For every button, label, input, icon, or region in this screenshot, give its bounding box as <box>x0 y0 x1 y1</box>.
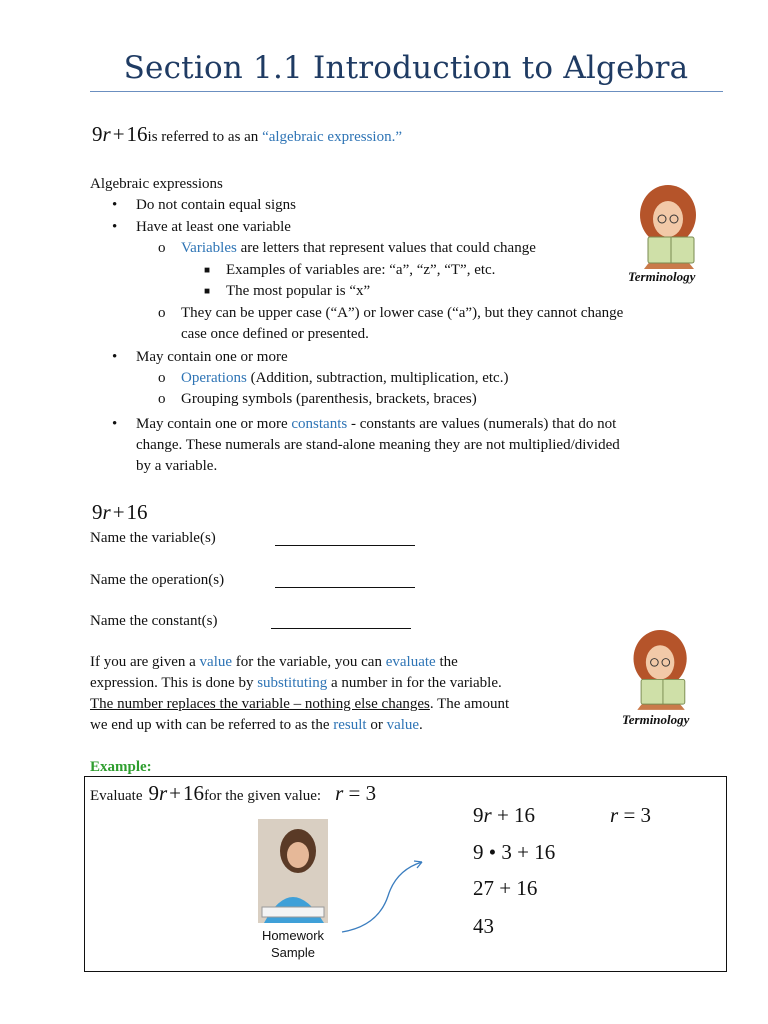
example-prompt: Evaluate 9r+16for the given value: r = 3 <box>90 781 377 805</box>
practice-expression: 9r+16 <box>92 500 148 524</box>
bullet-item: May contain one or more <box>136 349 288 365</box>
example-label: Example: <box>90 759 152 775</box>
practice-question-constant: Name the constant(s) <box>90 613 218 629</box>
bullet-item: Have at least one variable <box>136 219 291 235</box>
evaluate-paragraph: If you are given a value for the variable, you can evaluate the expression. This is done by substituting a number in for the variable. The number replaces the variable – nothing else changes. The amount we end up with can be referred to as the result or value. <box>90 654 510 733</box>
step-multiplied: 27 + 16 <box>473 876 538 900</box>
intro-expression: 9r+16 <box>92 122 148 146</box>
homework-caption: Homework Sample <box>261 928 325 960</box>
terminology-caption: Terminology <box>622 712 690 727</box>
step-result: 43 <box>473 914 494 938</box>
intro-key-term: “algebraic expression.” <box>262 129 402 145</box>
practice-question-variable: Name the variable(s) <box>90 530 216 546</box>
terminology-caption: Terminology <box>628 269 696 284</box>
answer-blank[interactable] <box>275 572 415 588</box>
definition-list: • Do not contain equal signs • Have at least one variable o Variables are letters that represent values that could change ■ Examples of variables are: “a”, “z”, “T”, etc. ■ The most popular is “x” o They can be upper case (“A”) or lower case (“a”), but they cannot change case once defined or presented. • May contain one or more o Operations (Addition, subtraction, multiplication, etc.) o Grouping symbols (parenthesis, brackets, braces) • May contain one or more constants - constants are values (numerals) that do not change. These numerals are stand-alone meaning they are not multiplied/divided by a variable. <box>90 195 710 485</box>
reading-woman-icon <box>624 626 700 712</box>
intro-text: is referred to as an <box>147 129 263 145</box>
terminology-figure <box>624 626 708 731</box>
sub-bullet-item: Operations (Addition, subtraction, multiplication, etc.) <box>181 370 509 386</box>
sub-bullet-item: Grouping symbols (parenthesis, brackets, braces) <box>181 391 477 407</box>
terminology-figure <box>630 183 710 288</box>
bullet-item: May contain one or more constants - constants are values (numerals) that do not change. These numerals are stand-alone meaning they are not multiplied/divided by a variable. <box>136 416 620 474</box>
student-studying-icon <box>258 819 328 923</box>
reading-woman-icon <box>630 183 710 269</box>
answer-blank[interactable] <box>275 530 415 546</box>
curved-arrow-icon <box>338 856 428 936</box>
list-heading: Algebraic expressions <box>90 176 223 192</box>
intro-line <box>92 122 402 148</box>
step-substituted: 9 • 3 + 16 <box>473 840 556 864</box>
bullet-item: Do not contain equal signs <box>136 197 296 213</box>
homework-photo <box>258 819 328 923</box>
sub-sub-bullet-item: The most popular is “x” <box>226 283 371 299</box>
page-title: Section 1.1 Introduction to Algebra <box>123 50 689 86</box>
title-rule <box>90 91 723 92</box>
step-given: r = 3 <box>610 803 652 827</box>
practice-question-operation: Name the operation(s) <box>90 572 225 588</box>
sub-bullet-item: Variables are letters that represent values that could change <box>181 240 536 256</box>
answer-blank[interactable] <box>271 613 411 629</box>
step-expression: 9r + 16 <box>473 803 536 827</box>
sub-bullet-item: They can be upper case (“A”) or lower case (“a”), but they cannot change case once defined or presented. <box>181 305 624 342</box>
sub-sub-bullet-item: Examples of variables are: “a”, “z”, “T”, etc. <box>226 262 496 278</box>
